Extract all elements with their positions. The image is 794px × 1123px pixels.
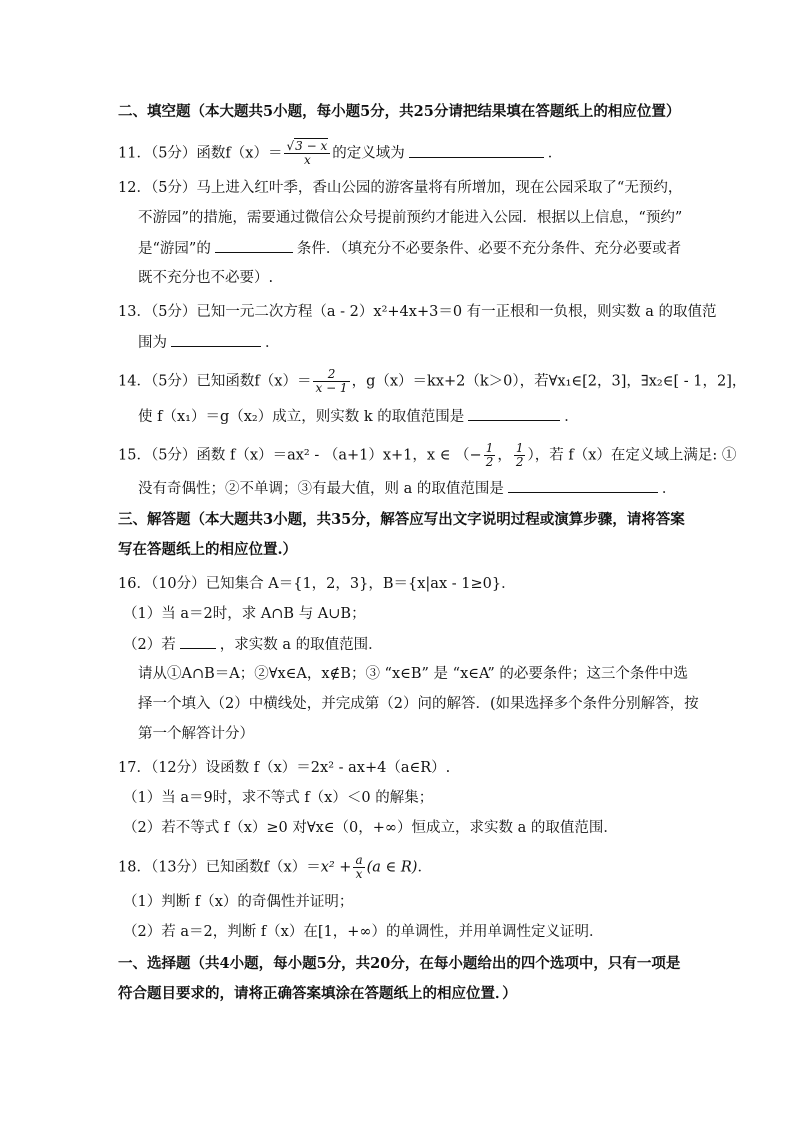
q16-line1: 16．（10分）已知集合 A＝{1，2，3}，B＝{x|ax - 1≥0}． [118,576,516,592]
q14-prefix: 14．（5分）已知函数f（x）＝ [118,373,312,390]
q14-answer-blank[interactable] [468,406,560,421]
q18-part1: （1）判断 f（x）的奇偶性并证明； [123,894,354,910]
q16-part2b: ，求实数 a 的取值范围． [219,637,383,653]
q18-fraction [353,854,364,881]
q12-line1: 12．（5分）马上进入红叶季，香山公园的游客量将有所增加，现在公园采取了“无预约， [118,180,683,196]
section-1-header-line1: 一、选择题（共4小题，每小题5分，共20分，在每小题给出的四个选项中，只有一项是 [118,955,681,972]
q17-line1: 17．（12分）设函数 f（x）＝2x² - ax+4（a∈R）. [118,760,451,776]
q12-answer-blank[interactable] [215,238,293,253]
q16-options-line1: 请从①A∩B＝A；②∀x∈A，x∉B；③ “x∈B” 是 “x∈A” 的必要条件；这三个条件中选 [138,666,688,682]
q15-half-num-2: 1 [515,441,524,455]
q16-part2a: （2）若 [123,637,176,653]
q14-line2a: 使 f（x₁）＝g（x₂）成立，则实数 k 的取值范围是 [138,409,465,425]
q12-line3b: 条件．（填充分不必要条件、必要不充分条件、充分必要或者 [296,241,682,257]
q11-fraction [284,140,330,167]
q13-line2a: 围为 [138,335,167,351]
q16-answer-blank[interactable] [180,634,216,649]
q14-fraction [313,368,349,395]
q15-mid: ， [497,447,512,464]
q12-line3 [138,238,681,259]
q13-line1: 13．（5分）已知一元二次方程（a - 2）x²+4x+3＝0 有一正根和一负根，则实数 a 的取值范 [118,304,717,320]
q14-line2b: ． [564,409,579,425]
q13-answer-blank[interactable] [171,332,261,347]
q16-part2 [123,634,383,655]
q15-prefix: 15．（5分）函数 f（x）＝ax² - （a+1）x+1，x ∈ （− [118,447,482,464]
q18-part2: （2）若 a＝2，判断 f（x）在[1，+∞）的单调性，并用单调性定义证明． [123,924,604,940]
section-3-header-line1: 三、解答题（本大题共3小题，共35分，解答应写出文字说明过程或演算步骤，请将答案 [118,511,685,528]
q12-line4: 既不充分也不必要）. [138,270,274,286]
q15-answer-blank[interactable] [508,478,658,493]
q11-frac-den: x [303,153,311,167]
q18-frac-num: a [355,853,363,867]
q17-part1: （1）当 a＝9时，求不等式 f（x）＜0 的解集； [123,790,434,806]
q15-line2a: 没有奇偶性；②不单调；③有最大值，则 a 的取值范围是 [138,481,504,497]
section-1-header-line2: 符合题目要求的，请将正确答案填涂在答题纸上的相应位置．） [118,985,517,1002]
q12-line3a: 是“游园”的 [138,241,211,257]
q15-half-den-2: 2 [515,455,524,469]
q15-half-num: 1 [485,441,494,455]
q18-expr1: x² + [320,859,352,876]
q15-line2b: ． [661,481,677,497]
q17-part2: （2）若不等式 f（x）≥0 对∀x∈（0，+∞）恒成立，求实数 a 的取值范围． [123,820,618,836]
q15-suffix: ），若 f（x）在定义域上满足: ① [527,447,737,464]
q15-neg-half [484,442,496,469]
q14-suffix: ，g（x）＝kx+2（k＞0），若∀x₁∈[2，3]，∃x₂∈[ - 1，2]， [351,373,747,390]
q18-prefix: 18．（13分）已知函数f（x）＝ [118,859,321,876]
q13-line2 [138,332,280,353]
q14-line2 [138,406,579,427]
q14-frac-num: 2 [313,368,349,382]
question-14 [118,368,746,395]
q12-line2: 不游园”的措施，需要通过微信公众号提前预约才能进入公园．根据以上信息，“预约” [138,210,683,226]
section-3-header-line2: 写在答题纸上的相应位置.） [118,541,298,558]
q11-frac-num: 3 − x [295,139,328,153]
q13-line2b: ． [265,335,280,351]
question-18 [118,854,432,881]
q11-suffix: 的定义域为 [332,145,405,162]
q15-line2 [138,478,676,499]
q16-options-line3: 第一个解答计分） [138,726,254,742]
q18-end: ． [417,859,432,876]
q15-half-den: 2 [485,455,494,469]
question-15 [118,442,736,469]
q14-frac-den: x − 1 [315,381,348,395]
sqrt-symbol: √ [286,139,295,153]
q16-options-line2: 择一个填入（2）中横线处，并完成第（2）问的解答．(如果选择多个条件分别解答，按 [138,696,699,712]
q11-answer-blank[interactable] [409,143,544,158]
q11-end: ． [547,145,563,162]
q16-part1: （1）当 a＝2时，求 A∩B 与 A∪B； [123,606,366,622]
q15-pos-half [514,442,526,469]
q11-prefix: 11．（5分）函数f（x）＝ [118,145,283,162]
question-11 [118,140,562,167]
q18-expr2: (a ∈ R) [366,859,418,876]
q18-frac-den: x [355,867,363,881]
section-2-header: 二、填空题（本大题共5小题，每小题5分，共25分请把结果填在答题纸上的相应位置） [118,103,681,120]
